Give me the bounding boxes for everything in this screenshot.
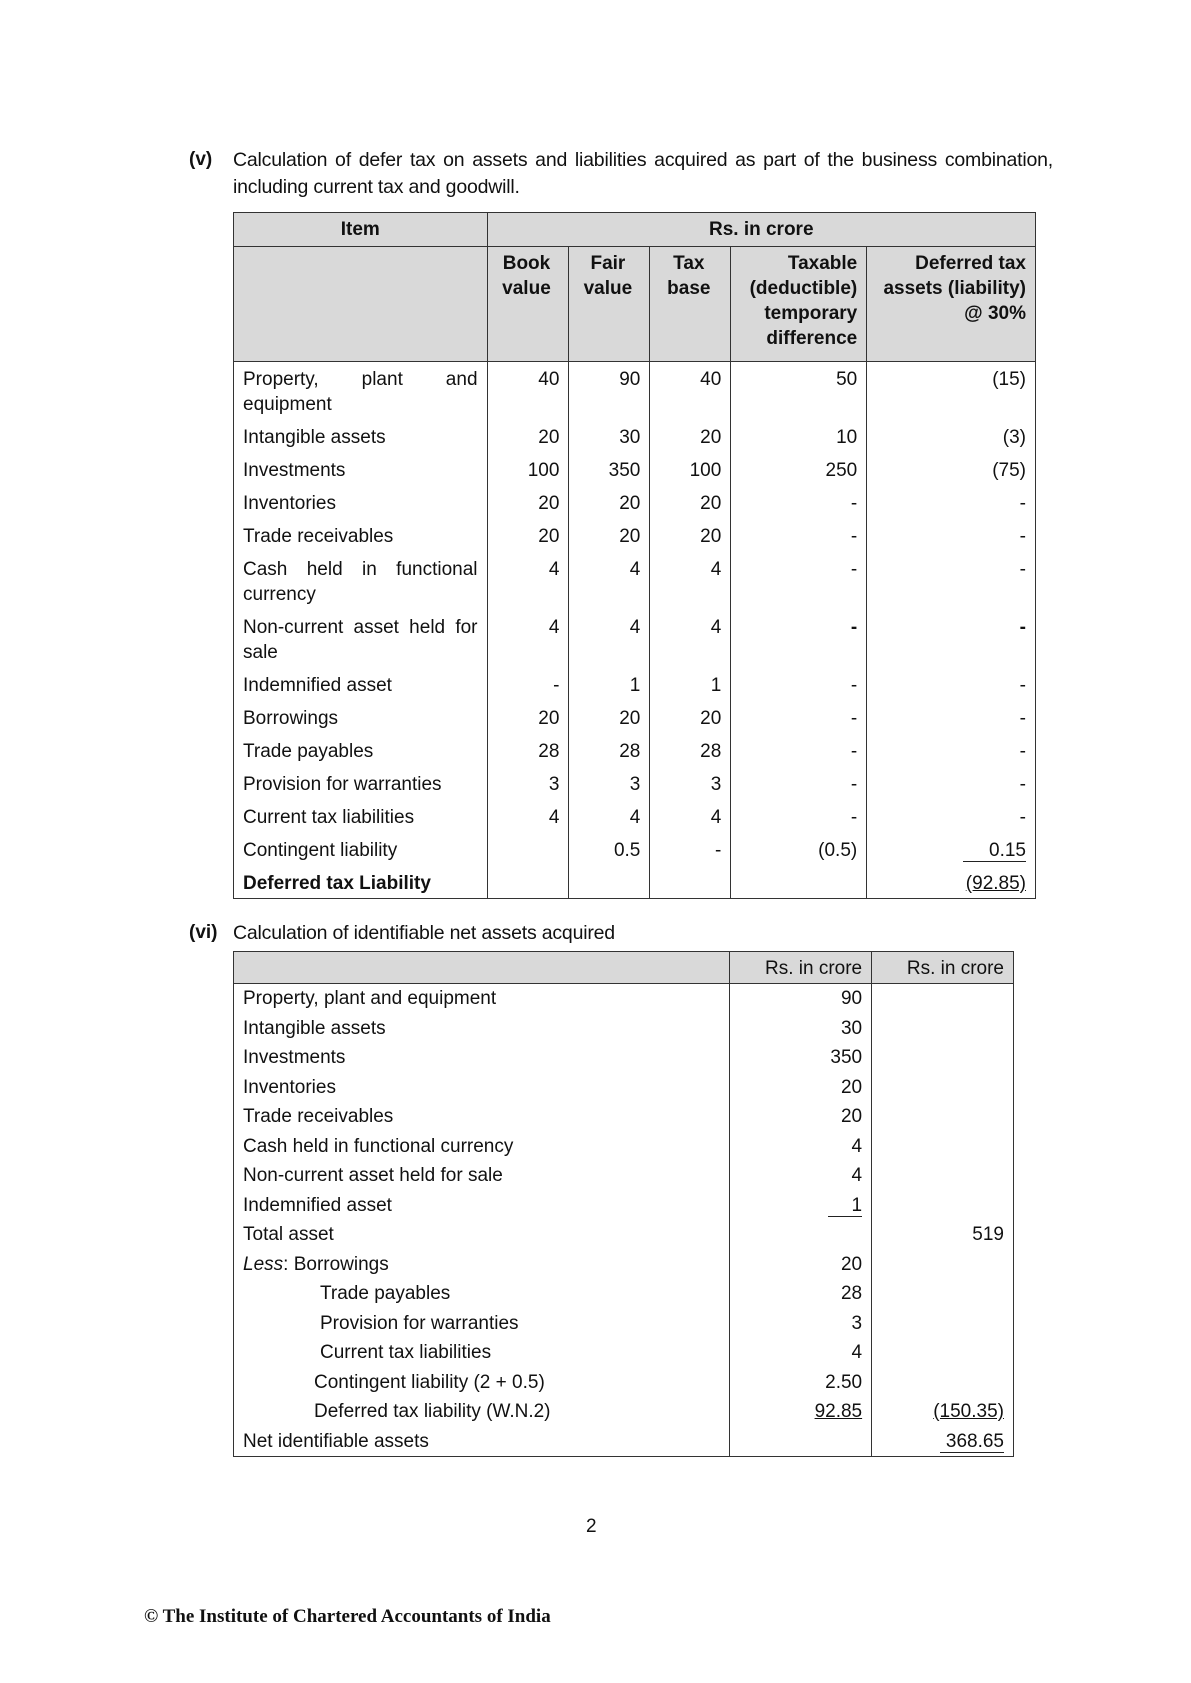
row-fair: 90 [569,362,650,423]
row-diff: - [731,554,867,612]
row-book: 28 [487,736,569,769]
row-fair: 30 [569,422,650,455]
row-fair: 20 [569,703,650,736]
header-blank [234,247,488,362]
row-v1: 4 [730,1161,872,1191]
row-item: Intangible assets [234,422,488,455]
page-number: 2 [586,1516,597,1537]
table-row [234,1102,1014,1132]
row-item: Provision for warranties [234,1309,730,1339]
row-v1: 2.50 [730,1368,872,1398]
row-book: 20 [487,422,569,455]
table-row [234,455,1036,488]
row-v1: 92.85 [814,1401,863,1422]
row-deferred: - [867,554,1036,612]
table-row [234,1132,1014,1162]
row-diff: - [731,521,867,554]
row-item: Trade receivables [234,1102,730,1132]
row-diff: - [731,612,867,670]
row-v2 [872,1043,1014,1073]
row-v2: 368.65 [940,1432,1004,1453]
row-item: Current tax liabilities [234,1338,730,1368]
row-item: Property, plant and equipment [234,362,488,423]
row-fair: 3 [569,769,650,802]
table-row [234,984,1014,1014]
row-book: 4 [487,612,569,670]
total-row [234,868,1036,899]
row-v2: (150.35) [933,1401,1004,1422]
row-diff: 250 [731,455,867,488]
row-v1: 350 [730,1043,872,1073]
row-v2 [872,1102,1014,1132]
row-item: Provision for warranties [234,769,488,802]
row-deferred: - [867,670,1036,703]
row-deferred: - [867,769,1036,802]
table-row [234,362,1036,423]
header-row-2 [234,247,1036,362]
row-v1: 30 [730,1014,872,1044]
row-v2 [872,1132,1014,1162]
row-deferred: - [867,802,1036,835]
header-taxable-difference: Taxable (deductible) temporary difference [731,247,867,362]
section-vi-heading: Calculation of identifiable net assets acquired [233,922,615,944]
row-deferred: (75) [867,455,1036,488]
table-row [234,1397,1014,1427]
row-tax: 3 [650,769,731,802]
table-row [234,612,1036,670]
row-v2 [872,1191,1014,1221]
row-diff: (0.5) [731,835,867,868]
row-item: Current tax liabilities [234,802,488,835]
row-tax: 20 [650,422,731,455]
table-row [234,1220,1014,1250]
row-fair: 4 [569,802,650,835]
row-item: Contingent liability (2 + 0.5) [234,1368,730,1398]
row-deferred: - [867,521,1036,554]
row-item: Indemnified asset [234,670,488,703]
row-item: Net identifiable assets [234,1427,730,1457]
table-row [234,769,1036,802]
row-fair: 4 [569,554,650,612]
row-tax: 4 [650,802,731,835]
row-deferred: - [867,612,1036,670]
header-row-1 [234,213,1036,247]
row-deferred: 0.15 [963,841,1026,862]
row-book: 4 [487,554,569,612]
row-item: Property, plant and equipment [234,984,730,1014]
header-col1: Rs. in crore [730,952,872,984]
deferred-tax-table [233,212,1036,899]
row-item: Inventories [234,1073,730,1103]
table-row [234,835,1036,868]
row-deferred: - [867,736,1036,769]
row-v2 [872,1014,1014,1044]
row-item: Cash held in functional currency [234,554,488,612]
row-fair: 28 [569,736,650,769]
row-v1 [730,1427,872,1457]
row-item: Borrowings [234,703,488,736]
row-tax: 100 [650,455,731,488]
table-row [234,1279,1014,1309]
row-v2 [872,1279,1014,1309]
row-fair: 350 [569,455,650,488]
section-v-line2: including current tax and goodwill. [233,176,520,198]
row-item: Total asset [234,1220,730,1250]
row-book: - [487,670,569,703]
row-tax: 28 [650,736,731,769]
less-prefix: Less [243,1253,284,1275]
row-item: Indemnified asset [234,1191,730,1221]
row-v2 [872,1073,1014,1103]
table-row [234,736,1036,769]
row-diff: - [731,488,867,521]
row-deferred: - [867,488,1036,521]
row-v1: 90 [730,984,872,1014]
section-v-line1: Calculation of defer tax on assets and liabilities acquired as part of the business combination, [233,149,1053,171]
row-v1 [730,1220,872,1250]
header-item: Item [234,213,488,247]
table-row [234,1338,1014,1368]
section-v-heading [233,147,1053,201]
row-item: Trade payables [234,1279,730,1309]
row-fair: 20 [569,488,650,521]
net-assets-table [233,951,1014,1457]
row-fair: 0.5 [569,835,650,868]
row-v1: 20 [730,1250,872,1280]
row-item: Contingent liability [234,835,488,868]
row-item: Trade payables [234,736,488,769]
header-row [234,952,1014,984]
row-v2 [872,1161,1014,1191]
row-item: Inventories [234,488,488,521]
header-deferred-tax: Deferred tax assets (liability) @ 30% [867,247,1036,362]
row-deferred: - [867,703,1036,736]
table-row [234,703,1036,736]
table-row [234,521,1036,554]
total-value: (92.85) [965,873,1026,894]
row-v1: 3 [730,1309,872,1339]
row-diff: - [731,769,867,802]
table-row [234,1161,1014,1191]
row-fair: 20 [569,521,650,554]
header-col2: Rs. in crore [872,952,1014,984]
table-row [234,422,1036,455]
row-tax: 20 [650,521,731,554]
header-currency: Rs. in crore [487,213,1035,247]
row-fair: 4 [569,612,650,670]
row-book: 3 [487,769,569,802]
row-book: 20 [487,703,569,736]
section-vi-label: (vi) [189,922,218,943]
row-item: Non-current asset held for sale [234,612,488,670]
total-label: Deferred tax Liability [234,868,488,899]
table-row [234,1427,1014,1457]
row-deferred: (15) [867,362,1036,423]
table-row [234,1309,1014,1339]
row-v1: 4 [730,1338,872,1368]
row-v1: 20 [730,1102,872,1132]
row-v2 [872,1309,1014,1339]
row-v2: 519 [872,1220,1014,1250]
header-fair-value: Fair value [569,247,650,362]
row-v1: 20 [730,1073,872,1103]
row-item: Non-current asset held for sale [234,1161,730,1191]
row-item: Investments [234,455,488,488]
row-tax: 40 [650,362,731,423]
row-v2 [872,1338,1014,1368]
row-tax: - [650,835,731,868]
table-row [234,1043,1014,1073]
row-book [487,835,569,868]
row-diff: - [731,802,867,835]
row-tax: 20 [650,488,731,521]
row-item: Less: Borrowings [234,1250,730,1280]
table-row [234,1250,1014,1280]
row-tax: 1 [650,670,731,703]
row-diff: - [731,736,867,769]
row-tax: 4 [650,554,731,612]
row-item: Trade receivables [234,521,488,554]
table-row [234,1368,1014,1398]
table-row [234,1014,1014,1044]
header-book-value: Book value [487,247,569,362]
row-fair: 1 [569,670,650,703]
row-diff: - [731,703,867,736]
row-book: 20 [487,488,569,521]
row-book: 4 [487,802,569,835]
row-tax: 20 [650,703,731,736]
row-v1: 1 [828,1196,863,1217]
header-tax-base: Tax base [650,247,731,362]
table-row [234,488,1036,521]
row-item: Cash held in functional currency [234,1132,730,1162]
row-diff: 10 [731,422,867,455]
table-row [234,670,1036,703]
row-item: Deferred tax liability (W.N.2) [234,1397,730,1427]
row-diff: 50 [731,362,867,423]
table-row [234,1191,1014,1221]
row-item: Investments [234,1043,730,1073]
row-v1: 28 [730,1279,872,1309]
table-row [234,1073,1014,1103]
row-v1: 4 [730,1132,872,1162]
table-row [234,802,1036,835]
row-deferred: (3) [867,422,1036,455]
row-book: 40 [487,362,569,423]
section-v-label: (v) [189,149,213,170]
footer-copyright: © The Institute of Chartered Accountants of India [144,1606,551,1627]
row-v2 [872,984,1014,1014]
row-tax: 4 [650,612,731,670]
row-item: Intangible assets [234,1014,730,1044]
row-book: 20 [487,521,569,554]
row-book: 100 [487,455,569,488]
row-v2 [872,1368,1014,1398]
row-diff: - [731,670,867,703]
row-v2 [872,1250,1014,1280]
table-row [234,554,1036,612]
